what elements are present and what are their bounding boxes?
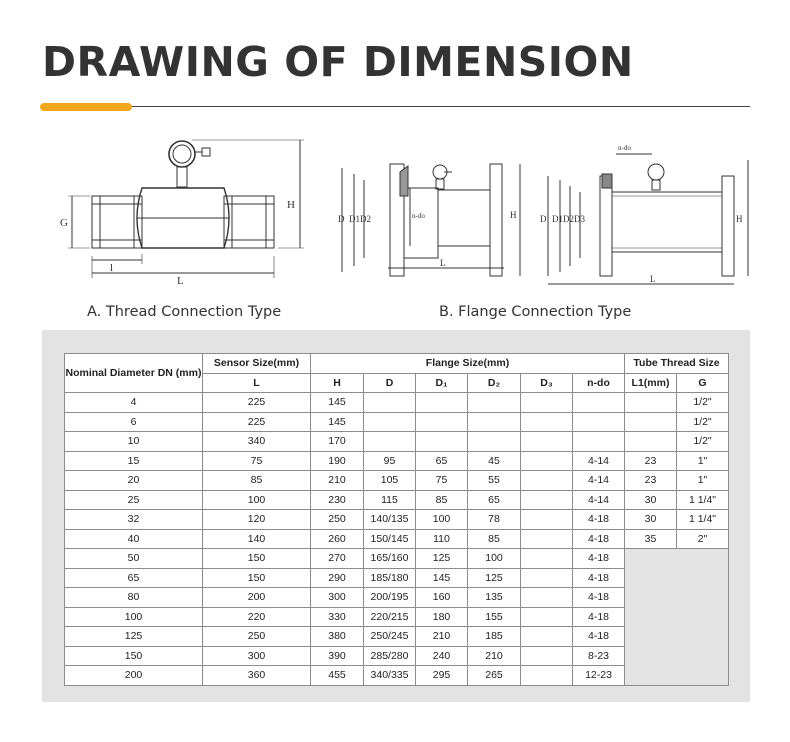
subheader-d: D (364, 373, 416, 393)
table-cell: 1/2" (677, 432, 729, 452)
table-cell: 100 (468, 549, 521, 569)
table-cell: 12-23 (573, 666, 625, 686)
table-cell: 150 (203, 549, 311, 569)
table-cell (521, 393, 573, 413)
table-cell: 85 (468, 529, 521, 549)
accent-bar (40, 103, 132, 111)
label-d2: D2 (360, 214, 371, 224)
table-cell (521, 412, 573, 432)
table-cell: 30 (625, 490, 677, 510)
table-cell: 210 (468, 646, 521, 666)
table-cell (521, 490, 573, 510)
table-cell: 135 (468, 588, 521, 608)
table-cell: 230 (311, 490, 364, 510)
table-cell: 1 1/4" (677, 510, 729, 530)
subheader-d2: D₂ (468, 373, 521, 393)
table-cell (625, 412, 677, 432)
table-cell: 55 (468, 471, 521, 491)
label-l-small: l (110, 262, 114, 274)
table-cell: 170 (311, 432, 364, 452)
label-l: L (177, 275, 184, 287)
table-cell (468, 432, 521, 452)
table-cell: 145 (311, 393, 364, 413)
table-cell (521, 646, 573, 666)
table-cell: 145 (311, 412, 364, 432)
table-cell: 65 (65, 568, 203, 588)
table-row (65, 490, 729, 510)
table-cell (364, 412, 416, 432)
table-cell: 200 (65, 666, 203, 686)
table-cell: 155 (468, 607, 521, 627)
table-cell: 8-23 (573, 646, 625, 666)
label-d1: D1 (349, 214, 360, 224)
table-cell: 30 (625, 510, 677, 530)
label-g: G (60, 217, 68, 229)
table-cell: 125 (65, 627, 203, 647)
table-cell: 210 (416, 627, 468, 647)
label-d: D (338, 214, 345, 224)
table-cell: 32 (65, 510, 203, 530)
table-cell (468, 412, 521, 432)
table-cell: 150 (65, 646, 203, 666)
table-cell: 360 (203, 666, 311, 686)
label-ndo-b2: n-do (618, 144, 631, 152)
table-cell: 1" (677, 451, 729, 471)
thread-connection-drawing (60, 140, 304, 287)
table-cell: 150 (203, 568, 311, 588)
table-cell (521, 588, 573, 608)
table-cell: 23 (625, 471, 677, 491)
page-title: DRAWING OF DIMENSION (42, 38, 634, 86)
table-cell (573, 412, 625, 432)
table-cell: 225 (203, 393, 311, 413)
table-cell: 4-18 (573, 529, 625, 549)
dimension-table (64, 353, 729, 686)
table-cell: 4-14 (573, 490, 625, 510)
table-cell: 150/145 (364, 529, 416, 549)
table-row (65, 471, 729, 491)
label-ndo: n-do (412, 212, 425, 220)
subheader-l1: L1(mm) (625, 373, 677, 393)
table-cell: 6 (65, 412, 203, 432)
table-cell: 165/160 (364, 549, 416, 569)
table-cell (521, 627, 573, 647)
table-row (65, 412, 729, 432)
table-cell: 210 (311, 471, 364, 491)
table-cell: 80 (65, 588, 203, 608)
table-cell: 200 (203, 588, 311, 608)
table-cell: 75 (416, 471, 468, 491)
table-row (65, 432, 729, 452)
table-cell (364, 393, 416, 413)
table-cell (364, 432, 416, 452)
table-cell (521, 568, 573, 588)
table-cell: 340 (203, 432, 311, 452)
table-cell: 105 (364, 471, 416, 491)
table-cell: 185/180 (364, 568, 416, 588)
header-tube-thread-size: Tube Thread Size (625, 354, 729, 374)
table-cell: 140/135 (364, 510, 416, 530)
table-cell (521, 549, 573, 569)
table-cell: 25 (65, 490, 203, 510)
table-cell: 85 (203, 471, 311, 491)
table-cell: 180 (416, 607, 468, 627)
table-cell: 100 (416, 510, 468, 530)
header-flange-size: Flange Size(mm) (311, 354, 625, 374)
table-cell: 4-18 (573, 510, 625, 530)
table-cell: 35 (625, 529, 677, 549)
table-cell (468, 393, 521, 413)
table-cell: 300 (311, 588, 364, 608)
table-cell: 220/215 (364, 607, 416, 627)
table-cell (625, 393, 677, 413)
table-cell (573, 393, 625, 413)
table-cell: 65 (416, 451, 468, 471)
subheader-n-do: n-do (573, 373, 625, 393)
dimension-drawings (42, 118, 750, 330)
label-d1-b2: D1 (552, 214, 563, 224)
table-cell: 110 (416, 529, 468, 549)
table-cell: 75 (203, 451, 311, 471)
table-row (65, 451, 729, 471)
label-h: H (287, 199, 295, 211)
table-cell: 1/2" (677, 412, 729, 432)
table-cell: 125 (416, 549, 468, 569)
label-d3-b2: D3 (574, 214, 585, 224)
table-cell: 95 (364, 451, 416, 471)
table-cell: 120 (203, 510, 311, 530)
table-cell: 455 (311, 666, 364, 686)
table-cell: 45 (468, 451, 521, 471)
table-cell: 330 (311, 607, 364, 627)
table-cell: 2" (677, 529, 729, 549)
table-cell: 50 (65, 549, 203, 569)
subheader-d1: D₁ (416, 373, 468, 393)
table-cell (416, 432, 468, 452)
table-row (65, 549, 729, 569)
table-row (65, 529, 729, 549)
caption-flange-connection: B. Flange Connection Type (439, 304, 632, 320)
table-cell: 125 (468, 568, 521, 588)
table-cell: 270 (311, 549, 364, 569)
label-h-b1: H (510, 210, 517, 220)
table-cell: 10 (65, 432, 203, 452)
subheader-l: L (203, 373, 311, 393)
table-cell: 4-18 (573, 627, 625, 647)
table-cell (521, 666, 573, 686)
table-cell: 78 (468, 510, 521, 530)
table-cell: 220 (203, 607, 311, 627)
table-cell: 185 (468, 627, 521, 647)
table-cell: 200/195 (364, 588, 416, 608)
label-l-b1: L (440, 258, 446, 268)
table-cell: 300 (203, 646, 311, 666)
table-cell: 240 (416, 646, 468, 666)
table-cell: 190 (311, 451, 364, 471)
table-cell: 250 (203, 627, 311, 647)
table-cell: 145 (416, 568, 468, 588)
table-cell (416, 393, 468, 413)
table-cell: 15 (65, 451, 203, 471)
table-cell (521, 510, 573, 530)
table-cell: 285/280 (364, 646, 416, 666)
table-cell: 290 (311, 568, 364, 588)
label-h-b2: H (736, 214, 743, 224)
table-cell: 100 (203, 490, 311, 510)
table-cell: 4-18 (573, 549, 625, 569)
table-cell: 4 (65, 393, 203, 413)
title-divider (42, 106, 750, 107)
table-cell: 380 (311, 627, 364, 647)
dimension-table-body (65, 393, 729, 686)
table-row (65, 393, 729, 413)
table-cell (521, 471, 573, 491)
table-cell: 4-18 (573, 588, 625, 608)
subheader-g: G (677, 373, 729, 393)
table-cell: 65 (468, 490, 521, 510)
header-sensor-size: Sensor Size(mm) (203, 354, 311, 374)
table-cell (521, 451, 573, 471)
table-cell: 4-14 (573, 471, 625, 491)
table-cell (625, 432, 677, 452)
label-l-b2: L (650, 274, 656, 284)
table-cell: 4-14 (573, 451, 625, 471)
table-cell: 20 (65, 471, 203, 491)
table-cell: 340/335 (364, 666, 416, 686)
table-cell: 100 (65, 607, 203, 627)
table-cell: 140 (203, 529, 311, 549)
table-cell: 23 (625, 451, 677, 471)
flange-drawing-right (540, 144, 748, 284)
table-row (65, 510, 729, 530)
label-d-b2: D (540, 214, 547, 224)
table-cell: 260 (311, 529, 364, 549)
table-cell (416, 412, 468, 432)
empty-cell-block (625, 549, 729, 686)
table-cell: 1/2" (677, 393, 729, 413)
table-cell (521, 529, 573, 549)
header-nominal-diameter: Nominal Diameter DN (mm) (65, 354, 203, 393)
subheader-h: H (311, 373, 364, 393)
table-cell: 295 (416, 666, 468, 686)
caption-thread-connection: A. Thread Connection Type (87, 304, 282, 320)
table-cell: 160 (416, 588, 468, 608)
table-cell: 4-18 (573, 568, 625, 588)
table-cell: 250 (311, 510, 364, 530)
table-cell: 225 (203, 412, 311, 432)
table-cell: 1 1/4" (677, 490, 729, 510)
table-cell: 115 (364, 490, 416, 510)
table-cell: 4-18 (573, 607, 625, 627)
table-cell: 390 (311, 646, 364, 666)
table-cell (521, 607, 573, 627)
label-d2-b2: D2 (563, 214, 574, 224)
table-cell: 1" (677, 471, 729, 491)
table-cell: 265 (468, 666, 521, 686)
flange-drawing-left (338, 164, 520, 276)
table-cell: 40 (65, 529, 203, 549)
table-cell: 85 (416, 490, 468, 510)
subheader-d3: D₃ (521, 373, 573, 393)
table-cell (573, 432, 625, 452)
table-cell: 250/245 (364, 627, 416, 647)
table-cell (521, 432, 573, 452)
